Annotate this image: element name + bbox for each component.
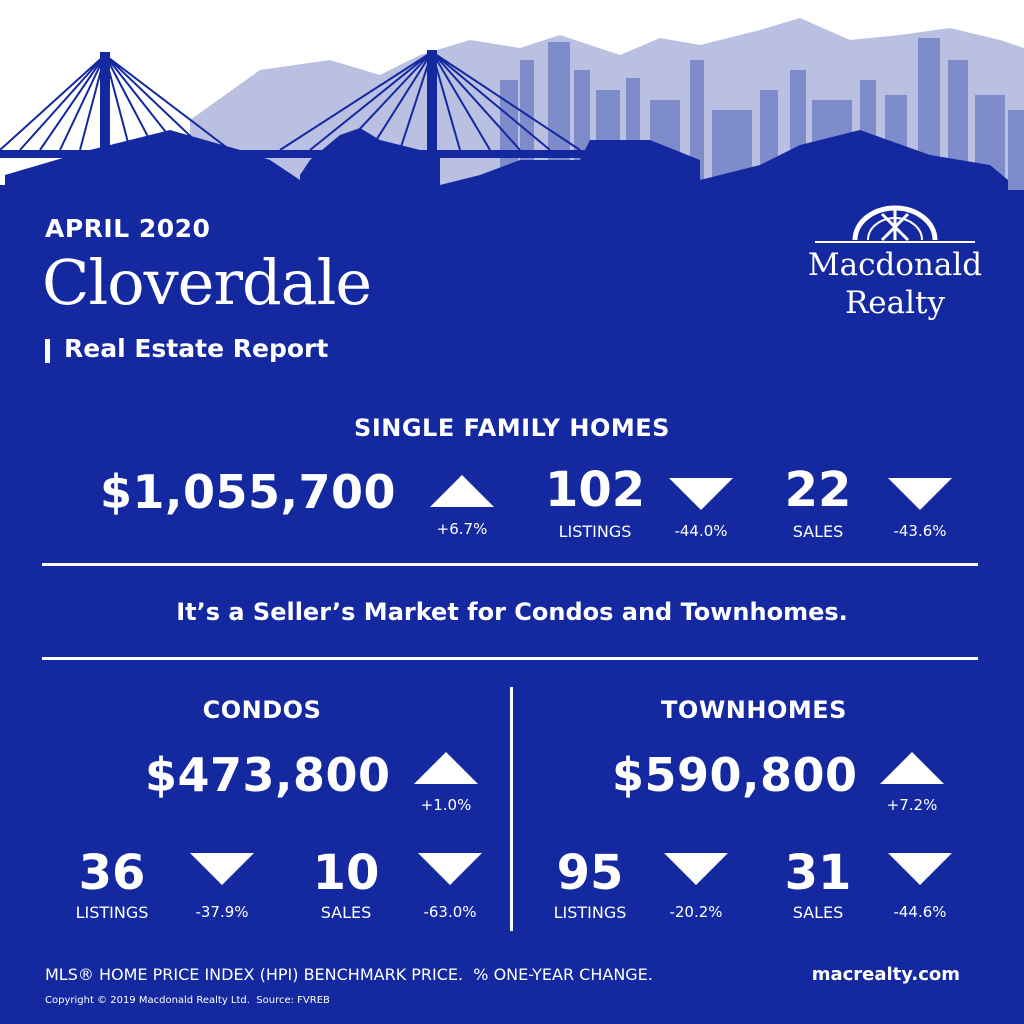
townhomes-price-up-arrow-icon (880, 752, 944, 784)
townhomes-sales-label: SALES (792, 903, 844, 922)
townhomes-listings-down-arrow-icon (664, 853, 728, 885)
brand-emblem-icon (810, 200, 980, 246)
report-month: APRIL 2020 (45, 214, 211, 243)
single-family-listings-count: 102 (545, 462, 646, 518)
townhomes-listings-label: LISTINGS (553, 903, 627, 922)
single-family-price-change: +6.7% (436, 520, 488, 538)
townhomes-sales-change: -44.6% (893, 903, 947, 921)
townhomes-listings-count: 95 (556, 845, 624, 901)
condos-price-change: +1.0% (420, 796, 472, 814)
report-subtitle: Real Estate Report (64, 334, 329, 363)
condos-sales-count: 10 (312, 845, 380, 901)
condos-listings-change: -37.9% (195, 903, 249, 921)
condos-sales-down-arrow-icon (418, 853, 482, 885)
condos-price: $473,800 (145, 748, 391, 802)
single-family-title: SINGLE FAMILY HOMES (354, 414, 670, 442)
condos-listings-count: 36 (78, 845, 146, 901)
townhomes-listings-change: -20.2% (669, 903, 723, 921)
brand-name-line2: Realty (844, 285, 946, 321)
single-family-listings-label: LISTINGS (558, 522, 632, 541)
footer-note: MLS® HOME PRICE INDEX (HPI) BENCHMARK PRICE. % ONE-YEAR CHANGE. (45, 965, 653, 984)
city-title: Cloverdale (42, 246, 372, 319)
single-family-price-up-arrow-icon (430, 475, 494, 507)
condos-listings-label: LISTINGS (75, 903, 149, 922)
townhomes-price: $590,800 (612, 748, 858, 802)
townhomes-price-change: +7.2% (886, 796, 938, 814)
condos-title: CONDOS (202, 696, 322, 724)
townhomes-title: TOWNHOMES (661, 696, 847, 724)
market-tagline: It’s a Seller’s Market for Condos and Townhomes. (176, 598, 848, 626)
brand-name-line1: Macdonald (807, 247, 983, 283)
subtitle-accent-bar (45, 339, 50, 363)
single-family-price: $1,055,700 (100, 465, 397, 519)
single-family-sales-change: -43.6% (893, 522, 947, 540)
condos-sales-change: -63.0% (423, 903, 477, 921)
brand-logo (800, 200, 990, 322)
column-divider (510, 687, 513, 931)
single-family-sales-down-arrow-icon (888, 478, 952, 510)
condos-sales-label: SALES (320, 903, 372, 922)
townhomes-sales-down-arrow-icon (888, 853, 952, 885)
footer-copyright: Copyright © 2019 Macdonald Realty Ltd. Source: FVREB (45, 995, 330, 1006)
single-family-sales-count: 22 (784, 462, 852, 518)
single-family-sales-label: SALES (792, 522, 844, 541)
condos-listings-down-arrow-icon (190, 853, 254, 885)
townhomes-sales-count: 31 (784, 845, 852, 901)
single-family-listings-change: -44.0% (674, 522, 728, 540)
single-family-listings-down-arrow-icon (669, 478, 733, 510)
website-link[interactable]: macrealty.com (811, 964, 960, 985)
condos-price-up-arrow-icon (414, 752, 478, 784)
divider-bottom (42, 657, 978, 660)
divider-top (42, 563, 978, 566)
